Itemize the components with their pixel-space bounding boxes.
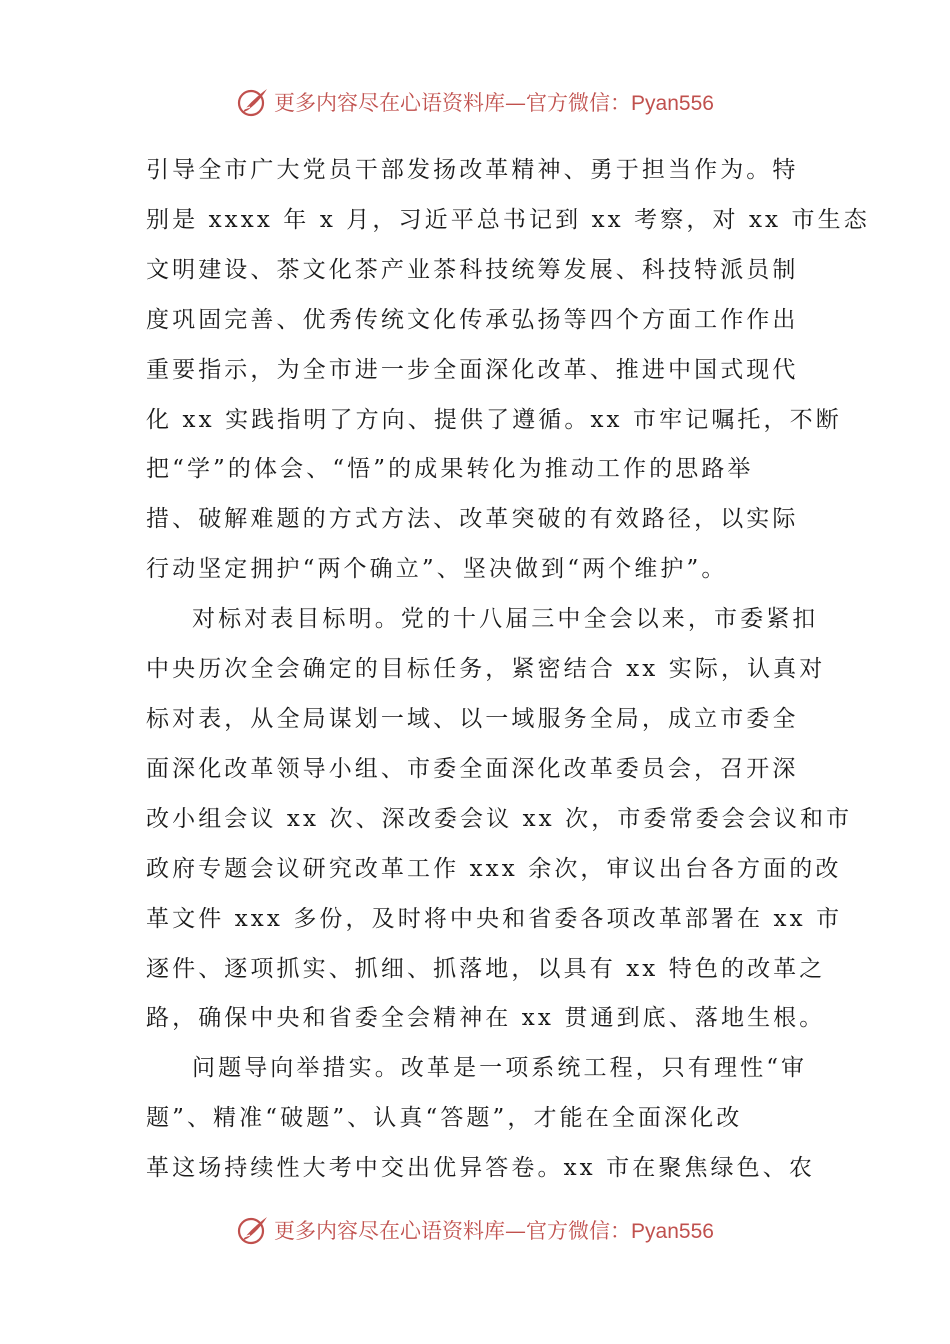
watermark-banner-bottom xyxy=(0,1210,950,1250)
paragraph-target-alignment xyxy=(146,595,853,1044)
watermark-text: 更多内容尽在心语资料库—官方微信：Pyan556 xyxy=(274,91,714,115)
text-line: 逐件、逐项抓实、抓细、抓落地，以具有 xx 特色的改革之 xyxy=(146,955,826,982)
text-line: 革文件 xxx 多份，及时将中央和省委各项改革部署在 xx 市 xyxy=(146,905,843,932)
text-line: 路，确保中央和省委全会精神在 xx 贯通到底、落地生根。 xyxy=(146,1005,826,1032)
watermark-banner-top xyxy=(0,82,950,122)
text-line: 中央历次全会确定的目标任务，紧密结合 xx 实际，认真对 xyxy=(146,656,826,683)
quill-logo-icon xyxy=(236,85,270,119)
text-line: 措、破解难题的方式方法、改革突破的有效路径，以实际 xyxy=(146,506,799,533)
text-line: 行动坚定拥护“两个确立”、坚决做到“两个维护”。 xyxy=(146,556,728,583)
text-line: 别是 xxxx 年 x 月，习近平总书记到 xx 考察，对 xx 市生态 xyxy=(146,206,870,233)
text-line: 把“学”的体会、“悟”的成果转化为推动工作的思路举 xyxy=(146,456,754,483)
text-line: 化 xx 实践指明了方向、提供了遵循。xx 市牢记嘱托，不断 xyxy=(146,406,842,433)
paragraph-continued xyxy=(146,146,870,595)
text-line: 革这场持续性大考中交出优异答卷。xx 市在聚焦绿色、农 xyxy=(146,1155,815,1182)
text-line: 问题导向举措实。改革是一项系统工程，只有理性“审 xyxy=(192,1055,808,1082)
text-line: 面深化改革领导小组、市委全面深化改革委员会，召开深 xyxy=(146,755,799,782)
text-line: 题”、精准“破题”、认真“答题”，才能在全面深化改 xyxy=(146,1105,743,1132)
text-line: 政府专题会议研究改革工作 xxx 余次，审议出台各方面的改 xyxy=(146,855,842,882)
text-line: 改小组会议 xx 次、深改委会议 xx 次，市委常委会会议和市 xyxy=(146,805,853,832)
text-line: 对标对表目标明。党的十八届三中全会以来，市委紧扣 xyxy=(192,606,819,633)
document-body xyxy=(146,146,870,1194)
watermark-text: 更多内容尽在心语资料库—官方微信：Pyan556 xyxy=(274,1219,714,1243)
text-line: 文明建设、茶文化茶产业茶科技统筹发展、科技特派员制 xyxy=(146,256,799,283)
text-line: 重要指示，为全市进一步全面深化改革、推进中国式现代 xyxy=(146,356,799,383)
text-line: 标对表，从全局谋划一域、以一域服务全局，成立市委全 xyxy=(146,705,799,732)
quill-logo-icon xyxy=(236,1213,270,1247)
text-line: 度巩固完善、优秀传统文化传承弘扬等四个方面工作作出 xyxy=(146,306,799,333)
text-line: 引导全市广大党员干部发扬改革精神、勇于担当作为。特 xyxy=(146,157,799,183)
paragraph-problem-oriented xyxy=(146,1044,815,1194)
